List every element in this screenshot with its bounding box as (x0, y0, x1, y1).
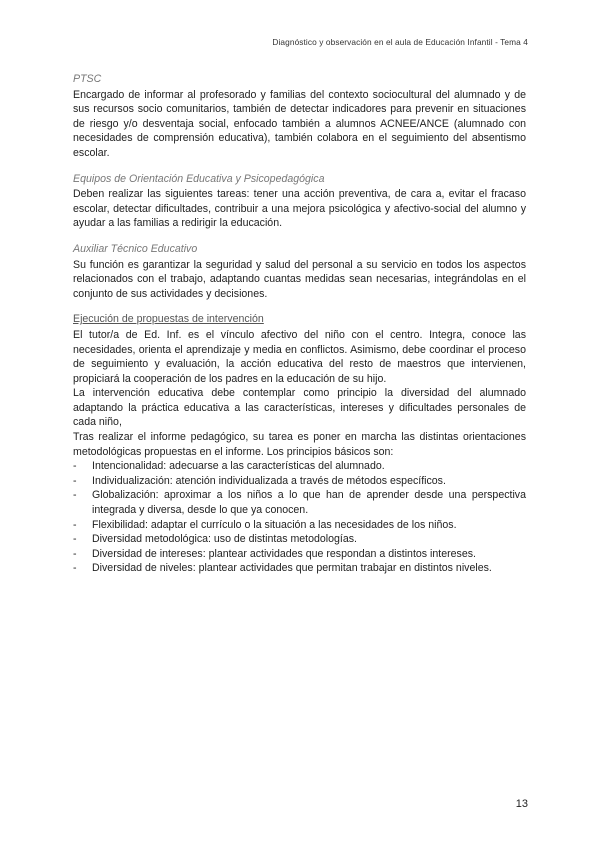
section-heading: Auxiliar Técnico Educativo (73, 242, 198, 255)
section-heading: Equipos de Orientación Educativa y Psicopedagógica (73, 172, 325, 185)
list-item: - Globalización: aproximar a los niños a lo que han de aprender desde una perspectiva integrada y diversa, desde lo que ya conocen. (73, 488, 526, 517)
list-item: - Diversidad de intereses: plantear actividades que respondan a distintos intereses. (73, 547, 526, 562)
section-paragraph: Encargado de informar al profesorado y familias del contexto sociocultural del alumnado y de sus recursos socio comunitarios, también de detectar indicadores para prevenir en situaciones de riesgo y/o desventaja social, enfocado también a alumnos ACNEE/ANCE (alumnado con necesidades de comprensión educativa), también colabora en el seguimiento del absentismo escolar. (73, 88, 526, 159)
section-eoep (73, 172, 526, 231)
section-heading: Ejecución de propuestas de intervención (73, 313, 264, 326)
section-ptsc (73, 72, 526, 161)
section-paragraph: Su función es garantizar la seguridad y salud del personal a su servicio en todos los aspectos relacionados con el trabajo, adaptando cuantas medidas sean necesarias, integrándolas en el conjunto de sus actividades y decisiones. (73, 258, 526, 300)
list-item: - Intencionalidad: adecuarse a las características del alumnado. (73, 459, 526, 474)
page-content (73, 72, 526, 587)
section-ate (73, 242, 526, 301)
list-item: - Individualización: atención individualizada a través de métodos específicos. (73, 474, 526, 489)
section-paragraph: El tutor/a de Ed. Inf. es el vínculo afectivo del niño con el centro. Integra, conoce las necesidades, orienta el aprendizaje y media en conflictos. Asimismo, debe coordinar el proceso de seguimiento y evaluación, la acción educativa del resto de maestros que intervienen, propiciará la cooperación de los padres en la educación de su hijo. (73, 328, 526, 385)
list-item: - Flexibilidad: adaptar el currículo o la situación a las necesidades de los niños. (73, 518, 526, 533)
section-ejecucion (73, 312, 526, 576)
section-paragraph: La intervención educativa debe contemplar como principio la diversidad del alumnado adaptando la práctica educativa a las características, intereses y dificultades personales de cada niño, (73, 387, 526, 429)
list-item: - Diversidad metodológica: uso de distintas metodologías. (73, 532, 526, 547)
running-header: Diagnóstico y observación en el aula de Educación Infantil - Tema 4 (272, 37, 528, 47)
list-item: - Diversidad de niveles: plantear actividades que permitan trabajar en distintos niveles. (73, 561, 526, 576)
section-heading: PTSC (73, 73, 102, 85)
section-paragraph: Tras realizar el informe pedagógico, su tarea es poner en marcha las distintas orientaciones metodológicas propuestas en el informe. Los principios básicos son: (73, 431, 526, 458)
principles-list (73, 459, 526, 576)
page-number: 13 (515, 798, 528, 810)
section-paragraph: Deben realizar las siguientes tareas: tener una acción preventiva, de cara a, evitar el fracaso escolar, detectar dificultades, contribuir a una mejora psicológica y afectivo-social del alumno y ayudar a las familias a redirigir la educación. (73, 188, 526, 230)
